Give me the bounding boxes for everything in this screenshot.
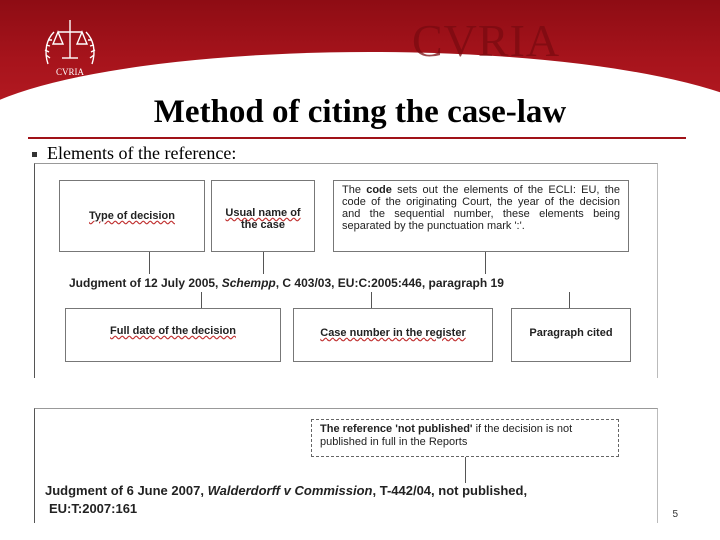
citation-case-name: Schempp xyxy=(221,276,276,290)
connector-line xyxy=(263,252,264,274)
citation-paragraph: paragraph 19 xyxy=(428,276,504,290)
page-title: Method of citing the case-law xyxy=(153,94,567,130)
bullet-text: Elements of the reference: xyxy=(47,143,237,163)
paragraph-cited-label: Paragraph cited xyxy=(529,327,613,339)
code-note-text: sets out the elements of the ECLI: EU, the code of the originating Court, the year of the decision and the sequential number, these elements being separated by the punctuation mark ':'. xyxy=(342,184,620,232)
citation-part: Judgment of 12 July 2005, xyxy=(69,276,219,290)
connector-line xyxy=(569,292,570,308)
connector-line xyxy=(465,457,466,483)
code-note-prefix: The xyxy=(342,184,361,196)
title-divider xyxy=(28,137,686,139)
citation-example xyxy=(69,276,504,290)
citation-part: , T-442/04, not published, xyxy=(372,483,528,498)
connector-line xyxy=(201,292,202,308)
connector-line xyxy=(149,252,150,274)
bullet-item xyxy=(32,143,236,164)
type-of-decision-box xyxy=(59,180,205,252)
brand-wordmark: CVRIA xyxy=(412,15,561,66)
bullet-square-icon xyxy=(32,152,37,157)
page-number: 5 xyxy=(672,509,678,520)
citation-part: Judgment of 6 June 2007, xyxy=(45,483,204,498)
scales-of-justice-icon xyxy=(34,12,106,84)
usual-name-box xyxy=(211,180,315,252)
usual-name-label-2: the case xyxy=(240,219,286,231)
paragraph-cited-box xyxy=(511,308,631,362)
not-published-diagram xyxy=(34,408,658,523)
citation-example-line-2: EU:T:2007:161 xyxy=(49,501,138,516)
connector-line xyxy=(485,252,486,274)
emblem-label: CVRIA xyxy=(55,67,85,77)
code-description-box xyxy=(333,180,629,252)
not-published-note xyxy=(311,419,619,457)
case-number-box xyxy=(293,308,493,362)
citation-diagram xyxy=(34,163,658,378)
not-published-note-bold: The reference 'not published' xyxy=(320,423,473,435)
citation-part: , C 403/03, EU:C:2005:446, xyxy=(275,276,426,290)
citation-example-line-1 xyxy=(45,483,527,498)
full-date-label: Full date of the decision xyxy=(110,325,236,337)
not-published-note-text: if the decision is not published in full in the Reports xyxy=(320,423,573,448)
usual-name-label-1: Usual name of xyxy=(225,207,301,219)
citation-case-name: Walderdorff v Commission xyxy=(207,483,373,498)
connector-line xyxy=(371,292,372,308)
full-date-box xyxy=(65,308,281,362)
case-number-label: Case number in the register xyxy=(320,327,466,339)
type-of-decision-label: Type of decision xyxy=(89,210,175,222)
code-note-bold: code xyxy=(366,184,392,196)
